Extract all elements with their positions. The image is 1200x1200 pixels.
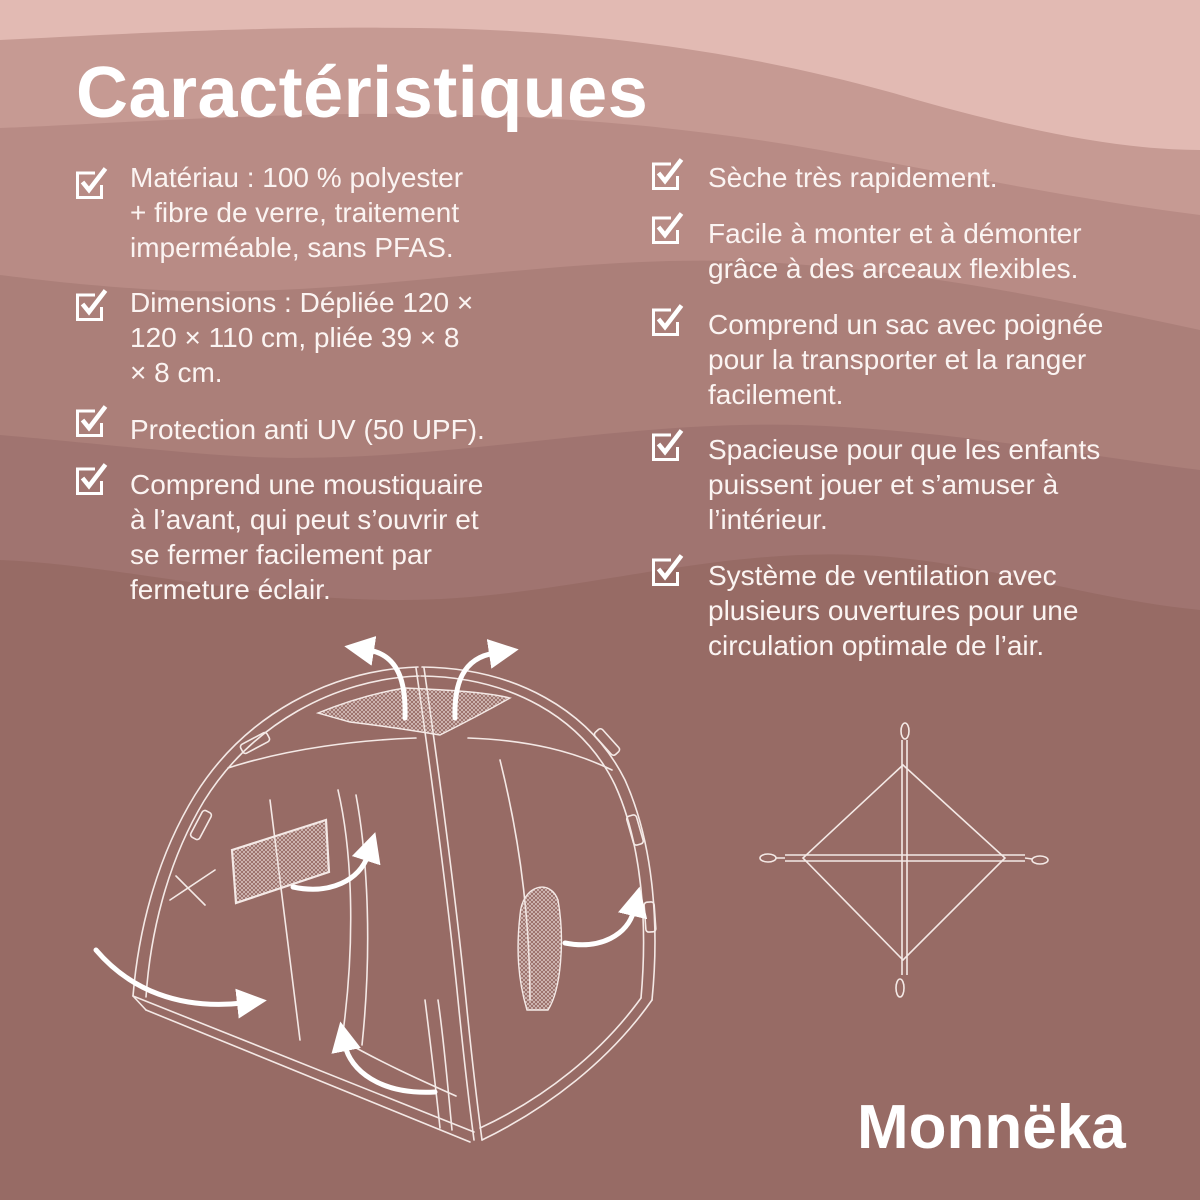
feature-text	[130, 160, 463, 265]
checkbox-checked-icon	[650, 211, 684, 245]
brand-logo: Monnëka	[857, 1093, 1126, 1162]
feature-text-line: grâce à des arceaux flexibles.	[708, 253, 1079, 284]
feature-text-line: Sèche très rapidement.	[708, 162, 998, 193]
feature-text	[708, 558, 1078, 663]
feature-text-line: Dimensions : Dépliée 120 ×	[130, 287, 474, 318]
checkbox-checked-icon	[650, 303, 684, 337]
feature-text-line: se fermer facilement par	[130, 539, 432, 570]
feature-text	[708, 307, 1103, 412]
feature-text-line: imperméable, sans PFAS.	[130, 232, 454, 263]
feature-text-line: × 8 cm.	[130, 357, 223, 388]
checkbox-checked-icon	[74, 166, 108, 200]
feature-text-line: Protection anti UV (50 UPF).	[130, 414, 485, 445]
checkbox-checked-icon	[650, 553, 684, 587]
feature-text-line: fermeture éclair.	[130, 574, 331, 605]
feature-text	[130, 467, 483, 607]
feature-text-line: Matériau : 100 % polyester	[130, 162, 464, 193]
checkbox-checked-icon	[74, 288, 108, 322]
feature-text-line: l’intérieur.	[708, 504, 828, 535]
feature-text-line: plusieurs ouvertures pour une	[708, 595, 1079, 626]
feature-text	[130, 412, 485, 447]
feature-text-line: Comprend un sac avec poignée	[708, 309, 1104, 340]
feature-text	[708, 432, 1100, 537]
checkbox-checked-icon	[650, 157, 684, 191]
feature-text-line: 120 × 110 cm, pliée 39 × 8	[130, 322, 460, 353]
feature-text	[708, 216, 1082, 286]
feature-text-line: facilement.	[708, 379, 844, 410]
feature-text-line: + fibre de verre, traitement	[130, 197, 460, 228]
checkbox-checked-icon	[74, 462, 108, 496]
feature-text-line: circulation optimale de l’air.	[708, 630, 1045, 661]
feature-text-line: Facile à monter et à démonter	[708, 218, 1082, 249]
feature-text	[708, 160, 998, 195]
feature-text-line: pour la transporter et la ranger	[708, 344, 1087, 375]
feature-text-line: Spacieuse pour que les enfants	[708, 434, 1101, 465]
feature-text-line: Comprend une moustiquaire	[130, 469, 484, 500]
checkbox-checked-icon	[74, 404, 108, 438]
checkbox-checked-icon	[650, 428, 684, 462]
feature-text-line: Système de ventilation avec	[708, 560, 1057, 591]
feature-text-line: à l’avant, qui peut s’ouvrir et	[130, 504, 479, 535]
feature-text	[130, 285, 473, 390]
feature-text-line: puissent jouer et s’amuser à	[708, 469, 1059, 500]
page-title: Caractéristiques	[76, 53, 649, 133]
